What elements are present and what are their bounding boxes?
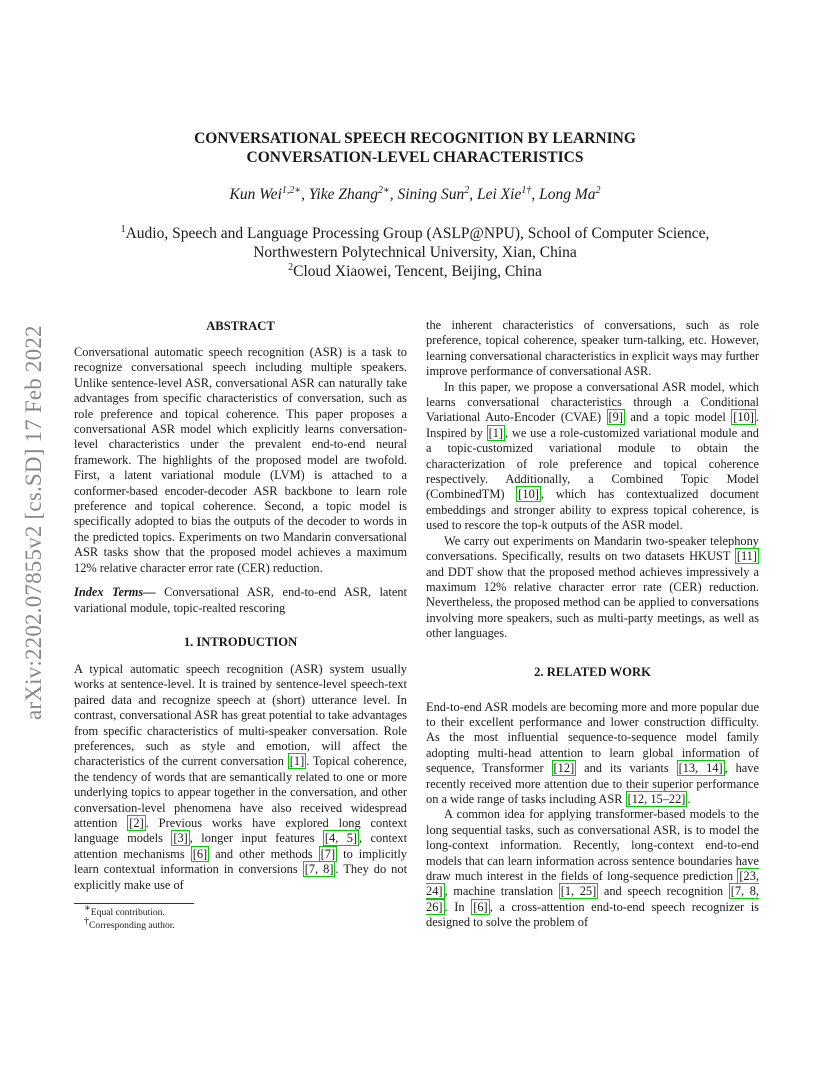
citation-link[interactable]: [6] (473, 899, 488, 914)
introduction-continued: the inherent characteristics of conversations, such as role preference, topical coherence, speaker turn-talking, etc. However, learning conversational characteristics in explicit ways may further improve performance of conversational ASR. (426, 318, 759, 379)
citation-link[interactable]: [4, 5] (324, 831, 358, 846)
affiliation-mark: 1 (120, 223, 126, 235)
author-name: Lei Xie (477, 186, 522, 203)
author-affiliation-mark: 1,2∗ (281, 184, 302, 196)
affiliation-text: Audio, Speech and Language Processing Group (ASLP@NPU), School of Computer Science, (125, 225, 710, 242)
author-list: Kun Wei$^{1,2∗}$, Yike Zhang$^{2∗}$, Sining Sun$^2$, Lei Xie$^{1\dagger}$, Long Ma$^2$ (229, 184, 601, 203)
citation-link[interactable]: [1] (289, 754, 305, 769)
citation-link[interactable]: [2] (129, 815, 144, 830)
affiliations (70, 224, 760, 281)
author-affiliation-mark: 1† (521, 184, 532, 196)
introduction-heading: 1. INTRODUCTION (183, 634, 298, 649)
author-affiliation-mark: 2 (595, 184, 601, 196)
related-work-heading: 2. RELATED WORK (534, 664, 651, 679)
author-name: Sining Sun (397, 186, 465, 203)
citation-link[interactable]: [7] (320, 846, 336, 861)
author-affiliation-mark: 2∗ (377, 184, 390, 196)
paper-title (70, 129, 760, 167)
citation-link[interactable]: [1, 25] (560, 884, 597, 899)
introduction-paragraph-2: In this paper, we propose a conversational ASR model, which learns conversational characteristics through a Conditional Variational Auto-Encoder (CVAE) [9] and a topic model [10] . Inspired by [1] , we use a role-customized variational module and a topic-customized variational module to obtain the characterization of role preference and topical coherence respectively. Additionally, a Combined Topic Model (CombinedTM) [10] , which has contextualized document embeddings and stronger ability to express topical coherence, is used to rescore the top-k outputs of the ASR model. (426, 379, 760, 533)
related-work-paragraph-1: End-to-end ASR models are becoming more and more popular due to their excellent performance and lower construction difficulty. As the most influential sequence-to-sequence model family adopting multi-head attention to learn global information of sequence, Transformer [12] and its variants [13, 14] , have recently received more attention due to their superior performance on a wide range of tasks including ASR [12, 15–22] . (426, 699, 759, 806)
affiliation-mark: 2 (288, 261, 294, 273)
related-work-paragraph-2: A common idea for applying transformer-based models to the long sequential tasks, such as conversational ASR, is to model the long-context information. Recently, long-context end-to-end models that can learn information across sentence boundaries have draw much interest in the fields of long-sequence prediction [23, 24] , machine translation [1, 25] and speech recognition [7, 8, 26] . In [6] , a cross-attention end-to-end speech recognizer is designed to solve the problem of (426, 807, 759, 930)
citation-link[interactable]: [1] (488, 425, 504, 440)
author-name: Yike Zhang (308, 186, 378, 203)
affiliation-text: Cloud Xiaowei, Tencent, Beijing, China (293, 263, 542, 280)
affiliation-1-line-1 (70, 224, 760, 243)
introduction-paragraph-3: We carry out experiments on Mandarin two-speaker telephony conversations. Specifically, results on two datasets HKUST [11] and DDT show that the proposed method achieves impressively a maximum 12% relative character error rate (CER) reduction. Nevertheless, the proposed method can be applied to conversations involving more speakers, such as multi-party meetings, as well as other languages. (426, 533, 759, 641)
citation-link[interactable]: [6] (192, 846, 208, 861)
citation-link[interactable]: [11] (736, 549, 757, 564)
index-terms-text: Conversational ASR, end-to-end ASR, latent variational module, topic-realted rescoring (74, 585, 407, 615)
citation-link[interactable]: [23, 24] (426, 869, 759, 899)
citation-link[interactable]: [13, 14] (678, 761, 723, 776)
author-name: Kun Wei (229, 186, 282, 203)
introduction-paragraph: A typical automatic speech recognition (ASR) system usually works at sentence-level. It is trained by sentence-level speech-text paired data and recognize speech at (short) utterance level. In contrast, conversational ASR has great potential to take advantages from specific characteristics of multi-speaker conversation. Role preferences, such as style and emotion, will affect the characteristics of the current conversation [1] . Topical coherence, the tendency of words that are semantically related to one or more underlying topics to appear together in the conversation, and other conversation-level phenomena have also received widespread attention [2] . Previous works have explored long context language models [3] , longer input features [4, 5] , context attention mechanisms [6] and other methods [7] to implicitly learn contextual information in conversions [7, 8] . They do not explicitly make use of (74, 661, 408, 892)
title-line-2: CONVERSATION-LEVEL CHARACTERISTICS (246, 149, 584, 166)
citation-link[interactable]: [12] (553, 761, 575, 776)
citation-link[interactable]: [7, 8, 26] (426, 884, 759, 914)
author-affiliation-mark: 2 (464, 184, 470, 196)
footnote-equal-contribution: ∗Equal contribution. (84, 902, 165, 918)
right-column (426, 318, 759, 931)
citation-link[interactable]: [10] (733, 410, 754, 425)
left-column (74, 318, 407, 932)
abstract-heading: ABSTRACT (206, 319, 275, 333)
footnote-corresponding-author: †Corresponding author. (84, 915, 175, 931)
citation-link[interactable]: [12, 15–22] (627, 791, 686, 806)
citation-link[interactable]: [9] (608, 410, 623, 425)
footnote-divider (74, 903, 194, 904)
author-name: Long Ma (539, 186, 596, 203)
affiliation-2 (70, 262, 760, 281)
title-line-1: CONVERSATIONAL SPEECH RECOGNITION BY LEARNING (194, 130, 636, 147)
arxiv-identifier: arXiv:2202.07855v2 [cs.SD] 17 Feb 2022 (21, 325, 46, 721)
citation-link[interactable]: [7, 8] (304, 862, 334, 877)
index-terms-label: Index Terms— (74, 585, 156, 600)
citation-link[interactable]: [3] (173, 831, 188, 846)
citation-link[interactable]: [10] (518, 487, 539, 502)
affiliation-1-line-2: Northwestern Polytechnical University, Xian, China (253, 244, 577, 261)
index-terms (74, 585, 407, 616)
abstract-text: Conversational automatic speech recognition (ASR) is a task to recognize conversational speech including multiple speakers. Unlike sentence-level ASR, conversational ASR can naturally take advantages from specific characteristics of conversation, such as role preference and topical coherence. This paper proposes a conversational ASR model which explicitly learns conversation-level characteristics under the prevalent end-to-end neural framework. The highlights of the proposed model are twofold. First, a latent variational module (LVM) is attached to a conformer-based encoder-decoder ASR backbone to learn role preference and topical coherence. Second, a topic model is specifically adopted to bias the outputs of the decoder to words in the predicted topics. Experiments on two Mandarin conversational ASR tasks show that the proposed model achieves a maximum 12% relative character error rate (CER) reduction. (74, 345, 407, 575)
